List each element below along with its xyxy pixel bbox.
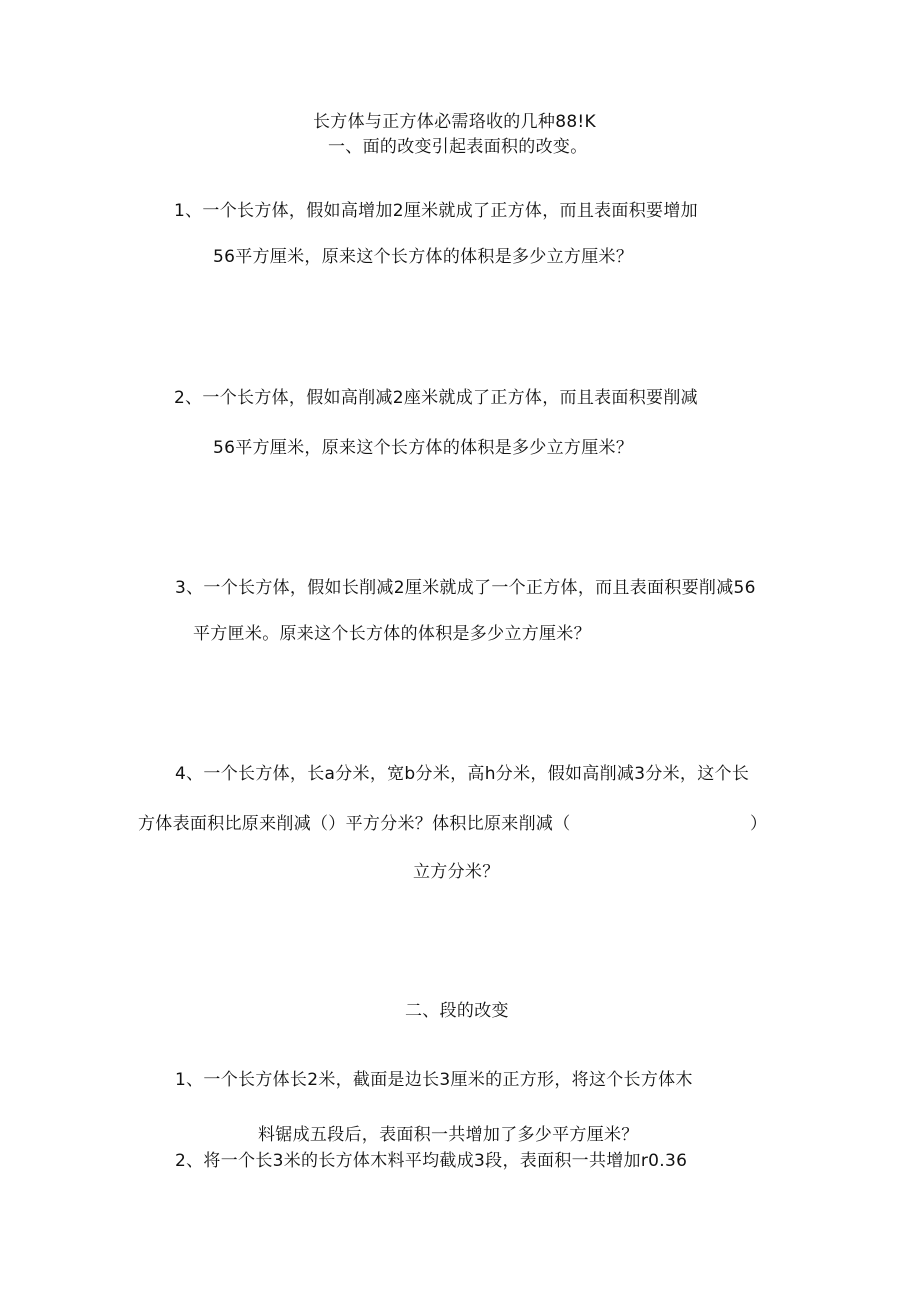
question-2-2-line-1: 2、将一个长3米的长方体木料平均截成3段，表面积一共增加r0.36 [175,1151,688,1171]
question-2-1-line-1: 1、一个长方体长2米，截面是边长3厘米的正方形，将这个长方体木 [175,1070,693,1090]
question-1-4-line-2-close-paren: ） [750,814,768,834]
question-1-4-line-2: 方体表面积比原来削减（）平方分米？体积比原来削减（ [138,814,571,834]
question-1-2-line-1: 2、一个长方体，假如高削减2座米就成了正方体，而且表面积要削减 [174,388,698,408]
document-title: 长方体与正方体必需珞收的几种88!K [313,112,596,132]
question-1-3-line-2: 平方匣米。原来这个长方体的体积是多少立方厘米？ [193,624,591,644]
section-1-heading: 一、面的改变引起表面积的改变。 [328,137,588,157]
question-1-1-line-1: 1、一个长方体，假如高增加2厘米就成了正方体，而且表面积要增加 [174,201,698,221]
question-1-3-line-1: 3、一个长方体，假如长削减2厘米就成了一个正方体，而且表面积要削减56 [175,578,756,598]
section-2-heading: 二、段的改变 [405,1001,509,1021]
question-1-1-line-2: 56平方厘米，原来这个长方体的体积是多少立方厘米？ [213,247,634,267]
question-1-2-line-2: 56平方厘米，原来这个长方体的体积是多少立方厘米？ [213,438,634,458]
question-1-4-line-1: 4、一个长方体，长a分米，宽b分米，高h分米，假如高削减3分米，这个长 [175,764,750,784]
question-2-1-line-2: 料锯成五段后，表面积一共增加了多少平方厘米？ [258,1125,639,1145]
question-1-4-line-3: 立方分米？ [413,862,500,882]
